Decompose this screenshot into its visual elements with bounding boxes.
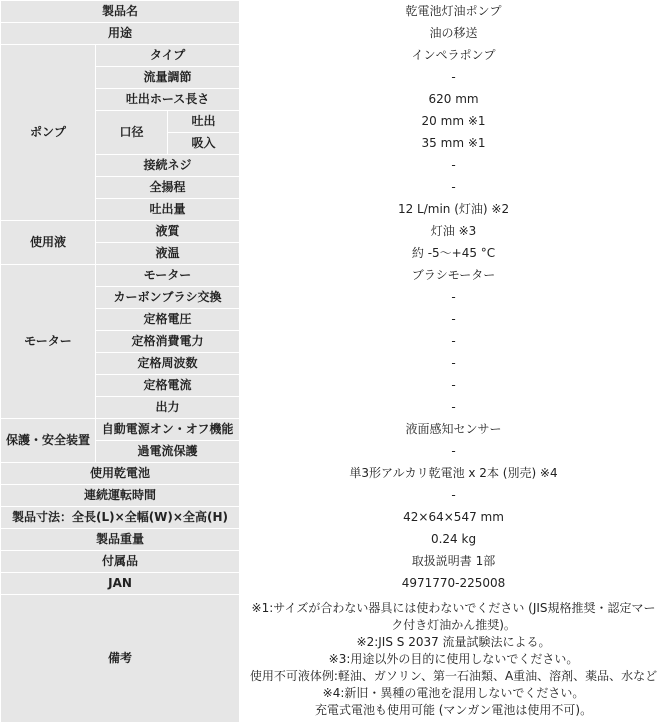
pump-group-label: ポンプ xyxy=(1,45,96,221)
weight-label: 製品重量 xyxy=(1,529,240,551)
row-continuous xyxy=(1,485,667,507)
row-liquid-quality xyxy=(1,221,667,243)
motor-type-label: モーター xyxy=(96,265,240,287)
rated-current-label: 定格電流 xyxy=(96,375,240,397)
rated-voltage-label: 定格電圧 xyxy=(96,309,240,331)
discharge-diameter-value: 20 mm ※1 xyxy=(240,111,667,133)
brush-label: カーボンブラシ交換 xyxy=(96,287,240,309)
thread-label: 接続ネジ xyxy=(96,155,240,177)
motor-group-label: モーター xyxy=(1,265,96,419)
product-name-value: 乾電池灯油ポンプ xyxy=(240,1,667,23)
discharge-diameter-label: 吐出 xyxy=(168,111,240,133)
row-rated-power xyxy=(1,331,667,353)
notes-value xyxy=(240,595,667,723)
jan-label: JAN xyxy=(1,573,240,595)
thread-value: - xyxy=(240,155,667,177)
liquid-temperature-label: 液温 xyxy=(96,243,240,265)
overcurrent-label: 過電流保護 xyxy=(96,441,240,463)
row-pump-type xyxy=(1,45,667,67)
row-total-head xyxy=(1,177,667,199)
row-brush xyxy=(1,287,667,309)
note-line: ※1:サイズが合わない器具には使わないでください (JIS規格推奨・認定マーク付き灯油かん推奨)。 xyxy=(251,601,656,632)
output-label: 出力 xyxy=(96,397,240,419)
note-line: ※3:用途以外の目的に使用しないでください。 xyxy=(328,652,579,666)
output-value: - xyxy=(240,397,667,419)
brush-value: - xyxy=(240,287,667,309)
row-diameter-discharge xyxy=(1,111,667,133)
notes-label: 備考 xyxy=(1,595,240,723)
flow-adjust-value: - xyxy=(240,67,667,89)
continuous-label: 連続運転時間 xyxy=(1,485,240,507)
weight-value: 0.24 kg xyxy=(240,529,667,551)
hose-length-label: 吐出ホース長さ xyxy=(96,89,240,111)
pump-type-value: インペラポンプ xyxy=(240,45,667,67)
dimensions-value: 42×64×547 mm xyxy=(240,507,667,529)
discharge-amount-value: 12 L/min (灯油) ※2 xyxy=(240,199,667,221)
row-product-name xyxy=(1,1,667,23)
row-battery xyxy=(1,463,667,485)
total-head-label: 全揚程 xyxy=(96,177,240,199)
usage-value: 油の移送 xyxy=(240,23,667,45)
row-flow-adjust xyxy=(1,67,667,89)
battery-label: 使用乾電池 xyxy=(1,463,240,485)
row-rated-voltage xyxy=(1,309,667,331)
row-output xyxy=(1,397,667,419)
auto-power-value: 液面感知センサー xyxy=(240,419,667,441)
suction-diameter-value: 35 mm ※1 xyxy=(240,133,667,155)
safety-group-label: 保護・安全装置 xyxy=(1,419,96,463)
jan-value: 4971770-225008 xyxy=(240,573,667,595)
note-line: ※4:新旧・異種の電池を混用しないでください。 xyxy=(322,686,585,700)
row-rated-frequency xyxy=(1,353,667,375)
note-line: 使用不可液体例:軽油、ガソリン、第一石油類、A重油、溶剤、薬品、水など xyxy=(249,669,658,683)
row-jan xyxy=(1,573,667,595)
motor-type-value: ブラシモーター xyxy=(240,265,667,287)
rated-power-value: - xyxy=(240,331,667,353)
row-hose-length xyxy=(1,89,667,111)
liquid-quality-value: 灯油 ※3 xyxy=(240,221,667,243)
row-dimensions xyxy=(1,507,667,529)
row-liquid-temperature xyxy=(1,243,667,265)
discharge-amount-label: 吐出量 xyxy=(96,199,240,221)
rated-frequency-value: - xyxy=(240,353,667,375)
hose-length-value: 620 mm xyxy=(240,89,667,111)
rated-current-value: - xyxy=(240,375,667,397)
pump-type-label: タイプ xyxy=(96,45,240,67)
rated-power-label: 定格消費電力 xyxy=(96,331,240,353)
row-discharge-amount xyxy=(1,199,667,221)
suction-diameter-label: 吸入 xyxy=(168,133,240,155)
row-weight xyxy=(1,529,667,551)
total-head-value: - xyxy=(240,177,667,199)
row-accessories xyxy=(1,551,667,573)
row-overcurrent xyxy=(1,441,667,463)
diameter-label: 口径 xyxy=(96,111,168,155)
battery-value: 単3形アルカリ乾電池 x 2本 (別売) ※4 xyxy=(240,463,667,485)
rated-frequency-label: 定格周波数 xyxy=(96,353,240,375)
row-auto-power xyxy=(1,419,667,441)
product-name-label: 製品名 xyxy=(1,1,240,23)
dimensions-label: 製品寸法：全長(L)×全幅(W)×全高(H) xyxy=(1,507,240,529)
row-motor-type xyxy=(1,265,667,287)
accessories-value: 取扱説明書 1部 xyxy=(240,551,667,573)
accessories-label: 付属品 xyxy=(1,551,240,573)
liquid-quality-label: 液質 xyxy=(96,221,240,243)
row-thread xyxy=(1,155,667,177)
row-rated-current xyxy=(1,375,667,397)
overcurrent-value: - xyxy=(240,441,667,463)
row-usage xyxy=(1,23,667,45)
usage-label: 用途 xyxy=(1,23,240,45)
note-line: 充電式電池も使用可能 (マンガン電池は使用不可)。 xyxy=(314,703,593,717)
liquid-group-label: 使用液 xyxy=(1,221,96,265)
rated-voltage-value: - xyxy=(240,309,667,331)
continuous-value: - xyxy=(240,485,667,507)
liquid-temperature-value: 約 -5～+45 °C xyxy=(240,243,667,265)
auto-power-label: 自動電源オン・オフ機能 xyxy=(96,419,240,441)
flow-adjust-label: 流量調節 xyxy=(96,67,240,89)
row-notes xyxy=(1,595,667,723)
note-line: ※2:JIS S 2037 流量試験法による。 xyxy=(356,635,551,649)
